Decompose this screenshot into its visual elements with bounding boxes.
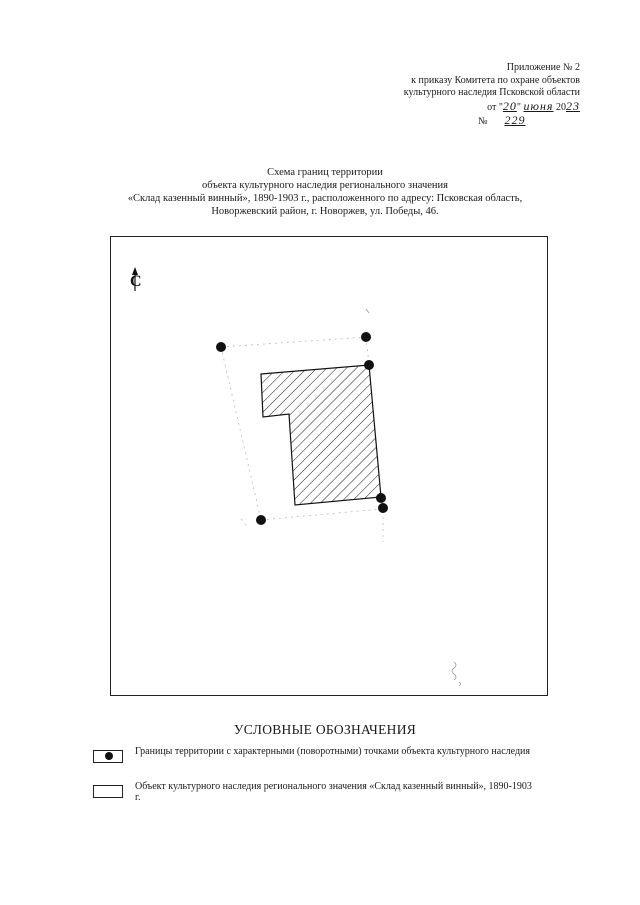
north-arrow-icon <box>130 267 142 291</box>
boundary-point <box>361 332 371 342</box>
order-number: 229 <box>504 113 526 127</box>
date-year-suffix: 23 <box>566 98 580 113</box>
legend-symbol-object <box>93 785 123 798</box>
legend-title: УСЛОВНЫЕ ОБОЗНАЧЕНИЯ <box>233 722 417 737</box>
date-day: 20 <box>502 98 517 113</box>
annex-header <box>360 62 580 129</box>
boundary-point <box>216 342 226 352</box>
map-frame <box>110 236 548 696</box>
boundary-point-icon <box>105 752 113 760</box>
date-month: июня <box>523 98 554 113</box>
boundary-point <box>376 493 386 503</box>
annex-order-ref: к приказу Комитета по охране объектов <box>411 74 580 86</box>
title-line-3: «Склад казенный винный», 1890-1903 г., расположенного по адресу: Псковская область, <box>127 193 523 204</box>
boundary-map <box>111 237 549 697</box>
title-line-4: Новоржевский район, г. Новоржев, ул. Победы, 46. <box>211 206 439 217</box>
annex-number: Приложение № 2 <box>506 62 580 73</box>
boundary-point <box>378 503 388 513</box>
date-prefix: от " <box>487 101 503 113</box>
annex-date <box>360 100 580 115</box>
annex-order-number <box>360 114 580 129</box>
heritage-object-polygon <box>261 365 381 505</box>
legend-text-boundary: Границы территории с характерными (поворотными) точками объекта культурного наследия <box>135 746 530 757</box>
title-line-2: объекта культурного наследия регионального значения <box>202 180 448 191</box>
title-line-1: Схема границ территории <box>267 167 383 178</box>
boundary-point <box>364 360 374 370</box>
date-year-prefix: 20 <box>556 101 566 113</box>
date-quote: " <box>516 101 521 113</box>
annex-committee: культурного наследия Псковской области <box>403 87 580 98</box>
boundary-point <box>256 515 266 525</box>
scheme-title <box>110 166 540 218</box>
legend-symbol-boundary <box>93 750 123 763</box>
north-arrow-label: С <box>130 273 142 290</box>
number-prefix: № <box>477 116 488 127</box>
legend-text-object: Объект культурного наследия регионального значения «Склад казенный винный», 1890-1903 г. <box>135 781 532 803</box>
